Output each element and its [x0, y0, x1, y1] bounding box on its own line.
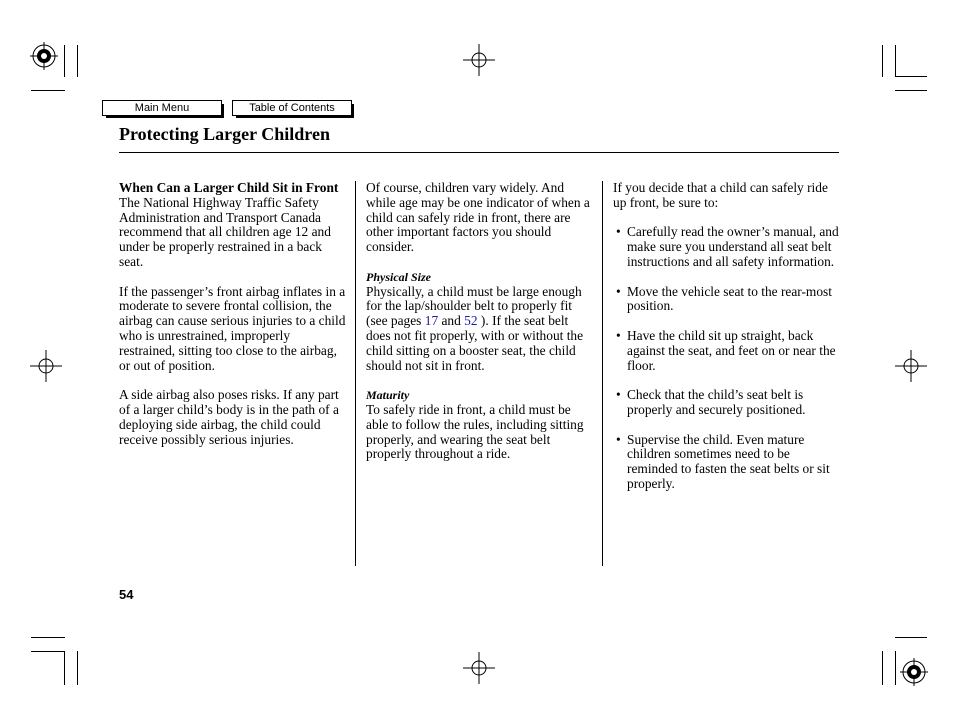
- page-number: 54: [119, 587, 134, 602]
- paragraph: [366, 285, 594, 374]
- page-link-52[interactable]: 52: [464, 313, 478, 329]
- text-span: Physically, a child must be large enough for the lap/shoulder belt to properly fit (see pages: [366, 283, 582, 329]
- title-rule: [119, 152, 839, 153]
- paragraph: Of course, children vary widely. And while age may be one indicator of when a child can safely ride in front, there are other important factors you should consider.: [366, 180, 590, 255]
- registration-target-icon: [30, 42, 58, 70]
- paragraph: If you decide that a child can safely ride up front, be sure to:: [613, 180, 828, 210]
- page-title: Protecting Larger Children: [119, 124, 330, 144]
- crosshair-icon: [895, 350, 927, 382]
- subheading-maturity: Maturity: [366, 388, 410, 403]
- page-link-17[interactable]: 17: [424, 313, 439, 329]
- paragraph: The National Highway Traffic Safety Administration and Transport Canada recommend that all children age 12 and under be properly restrained in a back seat.: [119, 194, 331, 269]
- list-item: • Have the child sit up straight, back against the seat, and feet on or near the floor.: [613, 329, 841, 373]
- main-menu-button[interactable]: Main Menu: [102, 100, 222, 116]
- table-of-contents-button[interactable]: Table of Contents: [232, 100, 352, 116]
- column-1: [119, 181, 347, 462]
- list-item: • Move the vehicle seat to the rear-most position.: [613, 285, 841, 315]
- subheading-physical-size: Physical Size: [366, 269, 431, 284]
- column-divider: [355, 181, 356, 566]
- checklist: [613, 225, 841, 491]
- registration-target-icon: [900, 658, 928, 686]
- text-span: ). If the seat belt does not fit properly, with or without the child sitting on a booster seat, the child should not sit in front.: [366, 313, 584, 373]
- section-heading: When Can a Larger Child Sit in Front: [119, 180, 339, 195]
- paragraph: If the passenger’s front airbag inflates in a moderate to severe frontal collision, the airbag can cause serious injuries to a child who is unrestrained, improperly restrained, sitting too close to the airbag, or out of position.: [119, 283, 346, 373]
- crosshair-icon: [30, 350, 62, 382]
- list-item: • Carefully read the owner’s manual, and make sure you understand all seat belt instructions and all safety information.: [613, 225, 841, 269]
- column-divider: [602, 181, 603, 566]
- text-span: and: [438, 313, 465, 329]
- crosshair-icon: [463, 652, 495, 684]
- column-3: [613, 181, 841, 507]
- paragraph: A side airbag also poses risks. If any part of a larger child’s body is in the path of a deploying side airbag, the child could receive possibly serious injuries.: [119, 387, 339, 447]
- column-2: [366, 181, 594, 477]
- crosshair-icon: [463, 44, 495, 76]
- list-item: • Supervise the child. Even mature children sometimes need to be reminded to fasten the seat belts or sit properly.: [613, 433, 841, 492]
- paragraph: To safely ride in front, a child must be able to follow the rules, including sitting properly, and wearing the seat belt properly throughout a ride.: [366, 401, 584, 462]
- list-item: • Check that the child’s seat belt is properly and securely positioned.: [613, 388, 841, 418]
